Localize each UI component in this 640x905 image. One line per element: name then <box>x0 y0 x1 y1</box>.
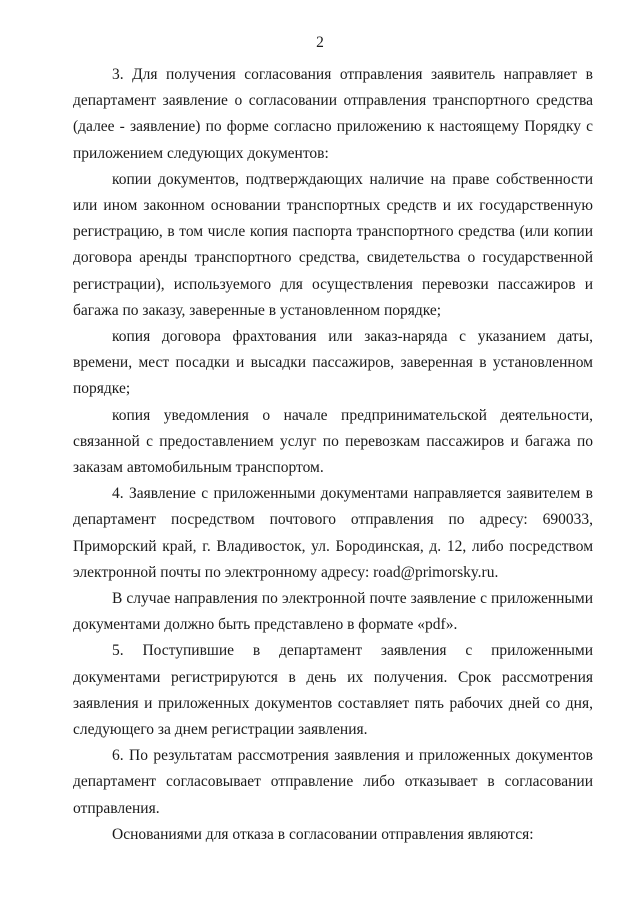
paragraph-item-6: 6. По результатам рассмотрения заявления и приложенных документов департамент согласовывает отправление либо отказывает в согласовании отправления. <box>73 747 593 817</box>
paragraph-business-notice: копия уведомления о начале предпринимательской деятельности, связанной с предоставлением услуг по перевозкам пассажиров и багажа по заказам автомобильным транспортом. <box>73 406 593 477</box>
paragraph-pdf-format: В случае направления по электронной почте заявление с приложенными документами должно быть представлено в формате «pdf». <box>73 590 593 634</box>
paragraph-ownership-documents: копии документов, подтверждающих наличие на праве собственности или ином законном основании транспортных средств и их государственную регистрацию, в том числе копия паспорта транспортного средства (или копии договора аренды транспортного средства, свидетельства о государственной регистрации), используемого для осуществления перевозки пассажиров и багажа по заказу, заверенные в установленном порядке; <box>73 170 593 319</box>
paragraph-refusal-grounds: Основаниями для отказа в согласовании отправления являются: <box>112 825 534 843</box>
paragraph-item-3: 3. Для получения согласования отправления заявитель направляет в департамент заявление о согласовании отправления транспортного средства (далее - заявление) по форме согласно приложению к настоящему Порядку с приложением следующих документов: <box>73 66 593 162</box>
paragraph-item-4: 4. Заявление с приложенными документами направляется заявителем в департамент посредством почтового отправления по адресу: 690033, Приморский край, г. Владивосток, ул. Бородинская, д. 12, либо посредством электронной почты по электронному адресу: road@primorsky.ru. <box>73 485 593 581</box>
page-number: 2 <box>316 34 324 51</box>
paragraph-item-5: 5. Поступившие в департамент заявления с приложенными документами регистрируются в день их получения. Срок рассмотрения заявления и приложенных документов составляет пять рабочих дней со дня, следующего за днем регистрации заявления. <box>73 642 593 739</box>
document-body <box>73 62 593 848</box>
paragraph-charter-contract: копия договора фрахтования или заказ-наряда с указанием даты, времени, мест посадки и высадки пассажиров, заверенная в установленном порядке; <box>73 328 593 398</box>
